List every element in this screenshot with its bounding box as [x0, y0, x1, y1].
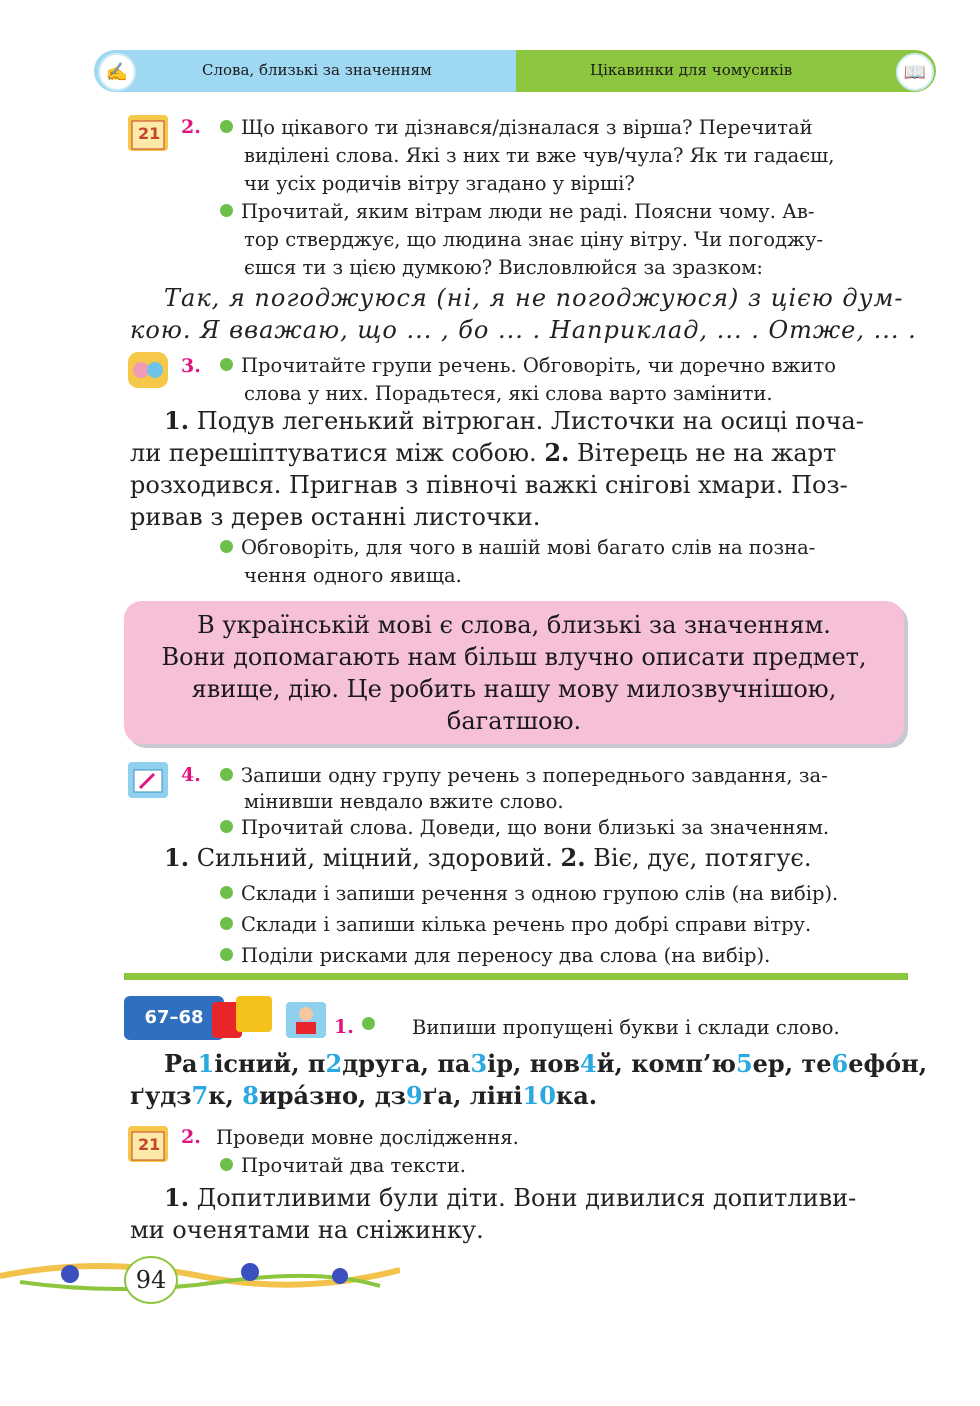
bullet-icon	[220, 540, 233, 553]
task3-question: Обговоріть, для чого в нашій мові багато слів на позна- чення одного явища.	[220, 534, 910, 590]
task3-sentences: 1. Подув легенький вітрюган. Листочки на осиці поча- ли перешіптуватися між собою. 2. Вітерець не на жарт розходився. Пригнав з півночі важкі снігові хмари. Поз- ривав з дерев останні листочки.	[130, 406, 864, 531]
header-rubric-title: Цікавинки для чомусиків	[590, 61, 793, 79]
svg-text:21: 21	[138, 1135, 161, 1154]
bullet-icon	[220, 120, 233, 133]
task2-instruction: Проведи мовне дослідження.	[216, 1126, 519, 1149]
svg-text:21: 21	[138, 124, 161, 143]
yellow-block-icon	[236, 996, 272, 1032]
missing-letters-line1: Ра1існий, п2друга, па3ір, нов4й, комп’ю5ер, те6ефо́н,	[164, 1049, 928, 1078]
wheat-flower-decoration	[0, 1246, 400, 1306]
page-header	[94, 50, 936, 92]
model-answer-line2: кою. Я вважаю, що ... , бо ... . Наприклад, ... . Отже, ... .	[130, 316, 917, 344]
page-number: 94	[124, 1256, 178, 1304]
bullet-icon	[220, 358, 233, 371]
rule-box	[124, 601, 904, 744]
bullet-icon	[220, 917, 233, 930]
calendar-badge-icon	[128, 1126, 168, 1162]
book-icon: 📖	[896, 53, 934, 91]
bullet-icon	[220, 204, 233, 217]
research-text-1: 1. Допитливими були діти. Вони дивилися допитливи- ми оченятами на сніжинку.	[130, 1183, 857, 1244]
task4-instructions: Запиши одну групу речень з попереднього завдання, за- мінивши невдало вжите слово. Прочитай слова. Доведи, що вони близькі за значенням.	[220, 762, 920, 842]
task4-bullets: Склади і запиши речення з одною групою слів (на вибір). Склади і запиши кілька речень про добрі справи вітру. Поділи рисками для переносу два слова (на вибір).	[220, 878, 920, 971]
write-exercise-icon	[128, 762, 168, 798]
section-divider	[124, 973, 908, 980]
task4-words: 1. Сильний, міцний, здоровий. 2. Віє, дує, потягує.	[164, 843, 812, 872]
bullet-icon	[362, 1016, 383, 1035]
rule-line: Вони допомагають нам більш влучно описати предмет,	[161, 643, 867, 671]
rule-line: В українській мові є слова, близькі за значенням.	[197, 611, 831, 639]
task2-subinstruction: Прочитай два тексти.	[220, 1152, 466, 1180]
bullet-icon	[220, 948, 233, 961]
reading-child-icon	[286, 1002, 326, 1038]
task-number: 3.	[181, 355, 201, 377]
rule-line: явище, дію. Це робить нашу мову милозвучнішою,	[191, 675, 837, 703]
bullet-icon	[220, 886, 233, 899]
task3-instructions: Прочитайте групи речень. Обговоріть, чи доречно вжито слова у них. Порадьтеся, які слова варто замінити.	[220, 352, 910, 408]
header-section-title: Слова, близькі за значенням	[202, 61, 432, 79]
task-number: 4.	[181, 764, 201, 786]
task-number: 2.	[181, 116, 201, 138]
bullet-icon	[220, 820, 233, 833]
pair-work-icon	[128, 352, 168, 388]
model-answer-line1: Так, я погоджуюся (ні, я не погоджуюся) з цією дум-	[164, 284, 904, 312]
bullet-icon	[220, 1158, 233, 1171]
rule-line: багатшою.	[446, 707, 582, 735]
bullet-icon	[220, 768, 233, 781]
workbook-pages-badge: 67–68	[124, 996, 224, 1040]
missing-letters-line2: ґудз7к, 8ира́зно, дз9ґа, ліні10ка.	[130, 1081, 598, 1110]
task1-instruction: Випиши пропущені букви і склади слово.	[412, 1016, 840, 1039]
calendar-badge-icon	[128, 115, 168, 151]
task-number: 1.	[334, 1016, 354, 1038]
task-number: 2.	[181, 1126, 201, 1148]
task2-text: Що цікавого ти дізнався/дізналася з вірша? Перечитай виділені слова. Які з них ти вже чув/чула? Як ти гадаєш, чи усіх родичів вітру згадано у вірші? Прочитай, яким вітрам люди не раді. Поясни чому. Ав- тор стверджує, що людина знає ціну вітру. Чи погоджу- єшся ти з цією думкою? Висловлюйся за зразком:	[220, 114, 910, 282]
pen-icon: ✍	[98, 53, 136, 91]
